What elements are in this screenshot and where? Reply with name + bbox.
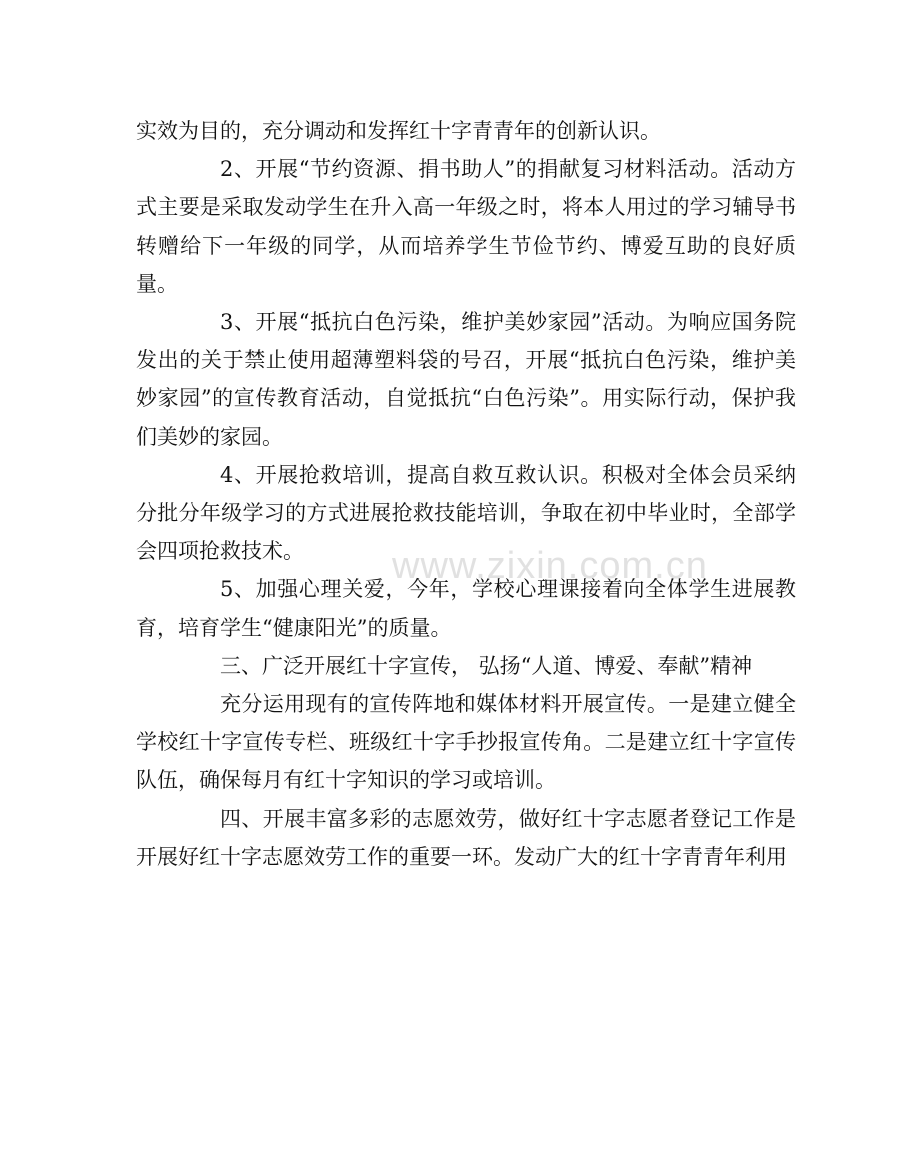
document-body [136,112,796,876]
paragraph-item-4: 4、开展抢救培训，提高自救互救认识。积极对全体会员采纳分批分年级学习的方式进展抢救技能培训，争取在初中毕业时，全部学会四项抢救技术。 [136,462,796,564]
section-heading-4: 四、开展丰富多彩的志愿效劳，做好红十字志愿者登记工作是开展好红十字志愿效劳工作的重要一环。发动广大的红十字青青年利用 [136,806,796,869]
paragraph-item-3: 3、开展“抵抗白色污染，维护美妙家园”活动。为响应国务院发出的关于禁止使用超薄塑料袋的号召，开展“抵抗白色污染，维护美妙家园”的宣传教育活动，自觉抵抗“白色污染”。用实际行动，保护我们美妙的家园。 [136,310,796,449]
paragraph-item-5: 5、加强心理关爱，今年，学校心理课接着向全体学生进展教育，培育学生“健康阳光”的质量。 [136,577,796,640]
paragraph-continuation: 实效为目的，充分调动和发挥红十字青青年的创新认识。 [136,119,661,143]
paragraph-item-2: 2、开展“节约资源、捐书助人”的捐献复习材料活动。活动方式主要是采取发动学生在升入高一年级之时，将本人用过的学习辅导书转赠给下一年级的同学，从而培养学生节俭节约、博爱互助的良好质量。 [136,157,796,296]
paragraph-publicity: 充分运用现有的宣传阵地和媒体材料开展宣传。一是建立健全学校红十字宣传专栏、班级红十字手抄报宣传角。二是建立红十字宣传队伍，确保每月有红十字知识的学习或培训。 [136,692,796,793]
section-heading-3: 三、广泛开展红十字宣传， 弘扬“人道、博爱、奉献”精神 [220,653,753,678]
watermark: www.zixin.com.cn [392,545,708,587]
